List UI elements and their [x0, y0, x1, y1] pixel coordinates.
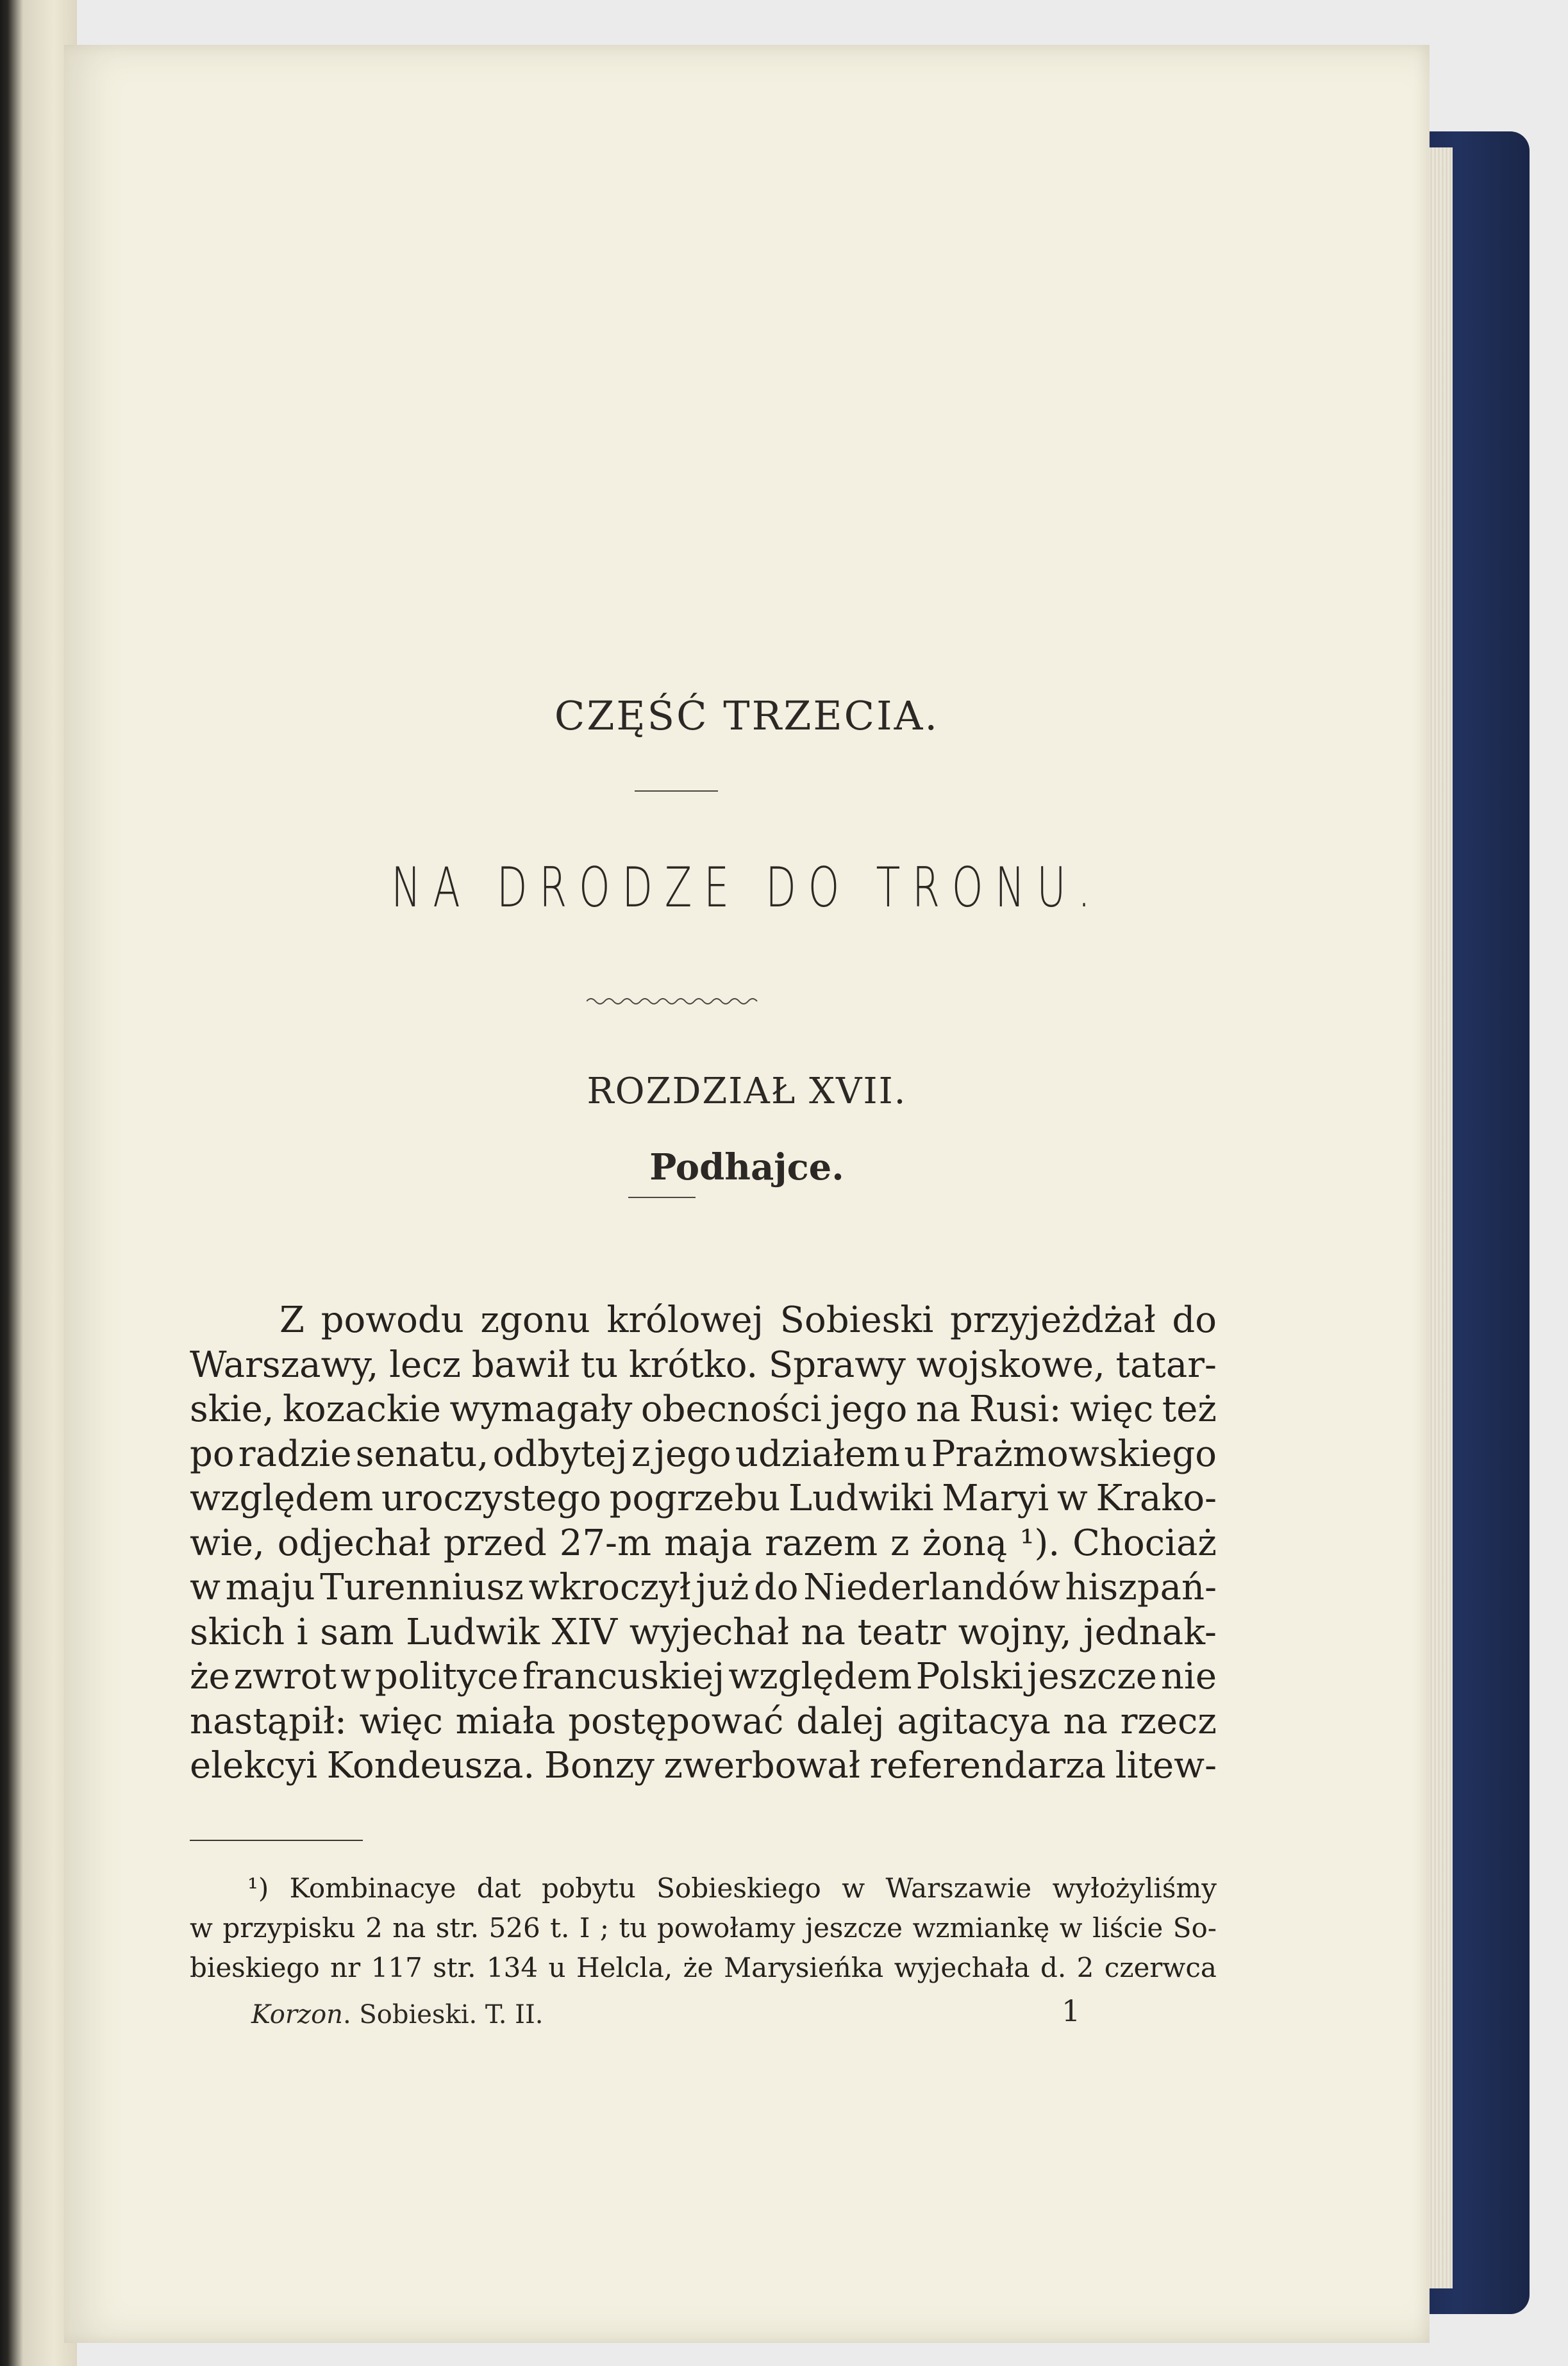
divider-rule: [628, 1197, 696, 1198]
running-footer: [251, 2000, 543, 2029]
page-number: 1: [1062, 1994, 1081, 2028]
divider-rule: [635, 790, 718, 792]
text-line: Warszawy, lecz bawił tu krótko. Sprawy wojskowe, tatar-: [190, 1344, 1217, 1386]
text-line: względem uroczystego pogrzebu Ludwiki Maryi w Krako-: [190, 1478, 1217, 1519]
footer-author: Korzon: [251, 2000, 343, 2029]
text-line: skich i sam Ludwik XIV wyjechał na teatr wojny, jednak-: [190, 1611, 1217, 1653]
text-line: w maju Turenniusz wkroczył już do Niederlandów hiszpań-: [190, 1567, 1217, 1608]
footnote-line: bieskiego nr 117 str. 134 u Helcla, że Marysieńka wyjechała d. 2 czerwca: [190, 1952, 1217, 1983]
book-page: [64, 45, 1430, 2343]
text-line: po radzie senatu, odbytej z jego udziałem u Prażmowskiego: [190, 1433, 1217, 1475]
chapter-title: Podhajce.: [649, 1146, 844, 1188]
footnote-line: ¹) Kombinacye dat pobytu Sobieskiego w Warszawie wyłożyliśmy: [247, 1872, 1217, 1904]
text-line: elekcyi Kondeusza. Bonzy zwerbował referendarza litew-: [190, 1745, 1217, 1787]
text-line: wie, odjechał przed 27-m maja razem z żoną ¹). Chociaż: [190, 1522, 1217, 1564]
footer-title: . Sobieski. T. II.: [342, 2000, 544, 2029]
book-title: NA DRODZE DO TRONU.: [391, 856, 1103, 920]
text-line: Z powodu zgonu królowej Sobieski przyjeżdżał do: [279, 1299, 1217, 1341]
text-line: że zwrot w polityce francuskiej względem Polski jeszcze nie: [190, 1656, 1217, 1697]
part-heading: CZĘŚĆ TRZECIA.: [554, 692, 940, 739]
text-line: nastąpił: więc miała postępować dalej agitacya na rzecz: [190, 1700, 1217, 1742]
body-text: [190, 1298, 1217, 1788]
footnote-rule: [190, 1840, 363, 1841]
footnote-line: w przypisku 2 na str. 526 t. I ; tu powołamy jeszcze wzmiankę w liście So-: [190, 1912, 1217, 1944]
text-line: skie, kozackie wymagały obecności jego na Rusi: więc też: [190, 1388, 1217, 1430]
chapter-heading: ROZDZIAŁ XVII.: [587, 1071, 907, 1112]
footnote: [190, 1869, 1217, 1988]
wavy-ornament: [587, 995, 760, 1008]
